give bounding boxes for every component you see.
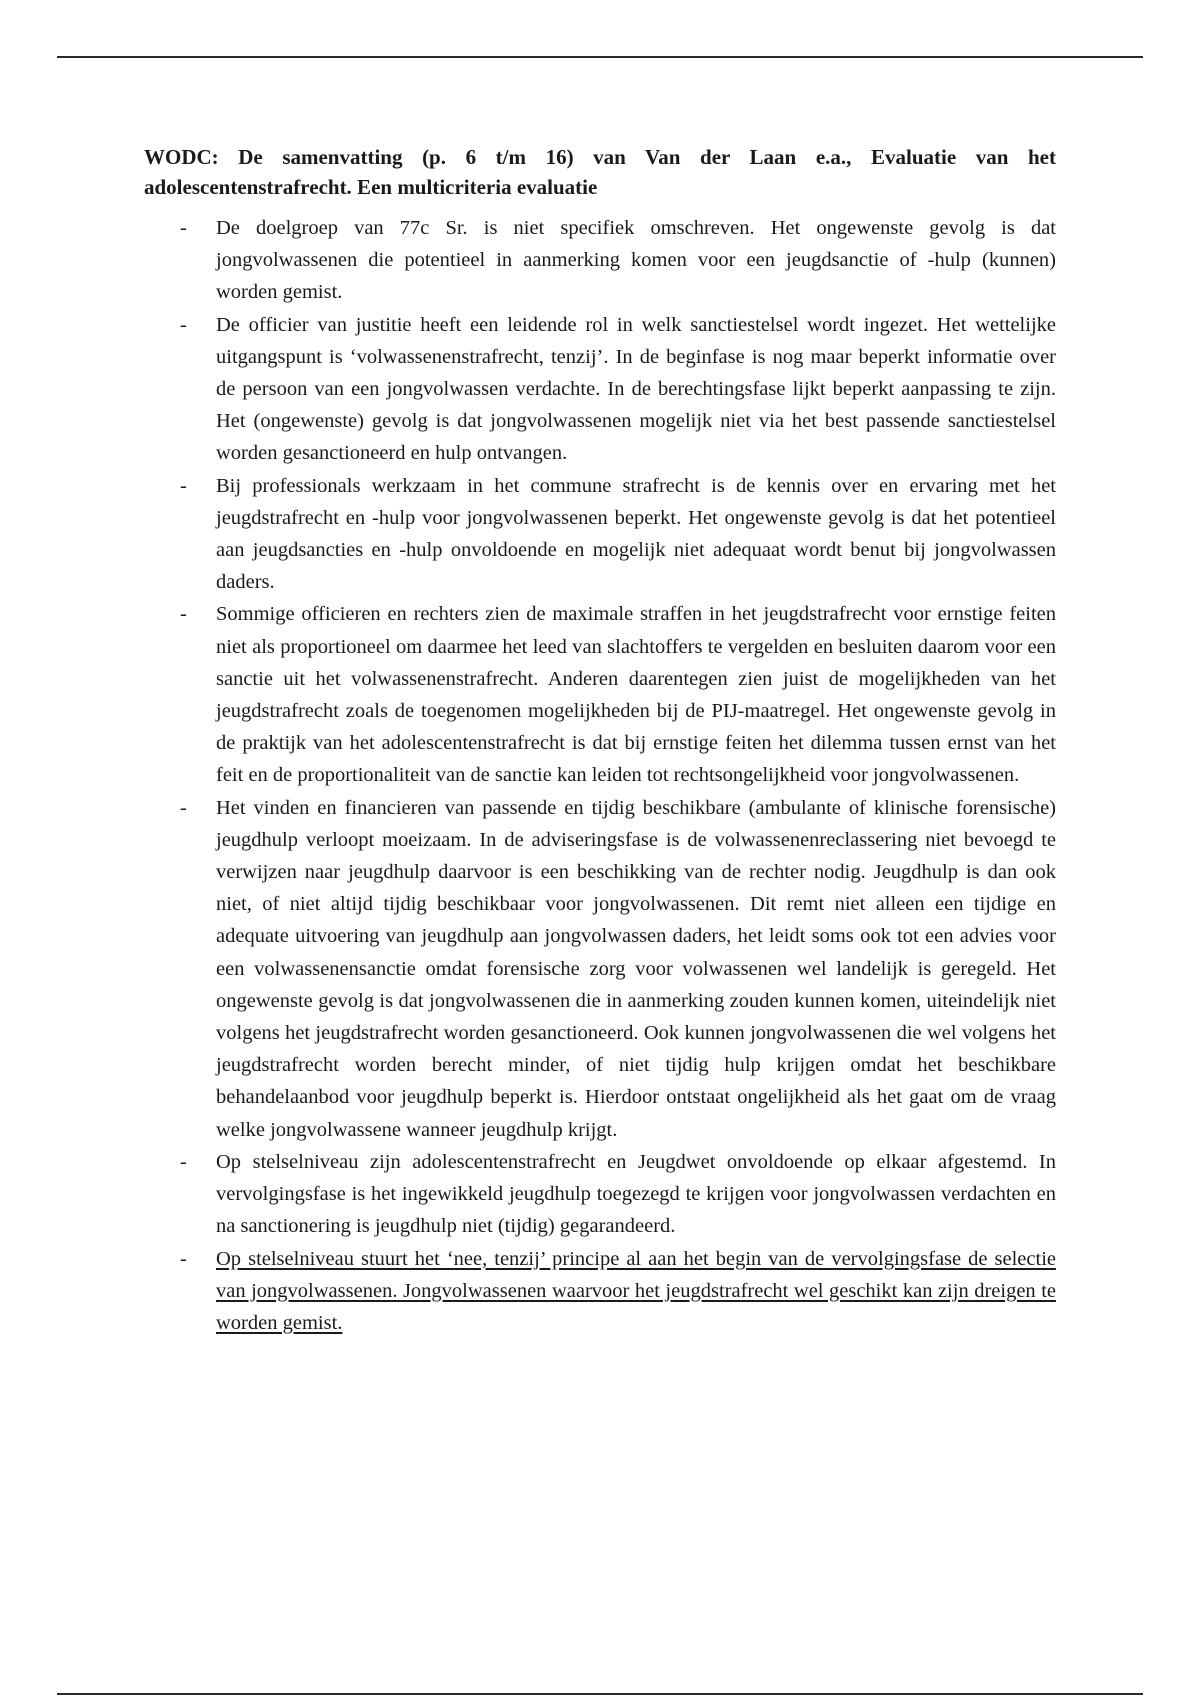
bullet-text: Het vinden en financieren van passende en tijdig beschikbare (ambulante of klinische forensische) jeugdhulp verloopt moeizaam. In de adviseringsfase is de volwassenenreclassering niet bevoegd te verwijzen naar jeugdhulp daarvoor is een beschikking van de rechter nodig. Jeugdhulp is dan ook niet, of niet altijd tijdig beschikbaar voor jongvolwassenen. Dit remt niet alleen een tijdige en adequate uitvoering van jeugdhulp aan jongvolwassen daders, het leidt soms ook tot een advies voor een volwassenensanctie omdat forensische zorg voor volwassenen wel landelijk is geregeld. Het ongewenste gevolg is dat jongvolwassenen die in aanmerking zouden kunnen komen, uiteindelijk niet volgens het jeugdstrafrecht worden gesanctioneerd. Ook kunnen jongvolwassenen die wel volgens het jeugdstrafrecht worden berecht minder, of niet tijdig hulp krijgen omdat het beschikbare behandelaanbod voor jeugdhulp beperkt is. Hierdoor ontstaat ongelijkheid als het gaat om de vraag welke jongvolwassene wanneer jeugdhulp krijgt. xyxy=(216,796,1056,1141)
header-rule xyxy=(57,56,1143,58)
list-item xyxy=(144,309,1056,470)
bullet-dash: - xyxy=(180,313,187,336)
bullet-text-underlined: Op stelselniveau stuurt het ‘nee, tenzij’ principe al aan het begin van de vervolgingsfase de selectie van jongvolwassenen. Jongvolwassenen waarvoor het jeugdstrafrecht wel geschikt kan zijn dreigen te worden gemist. xyxy=(216,1247,1056,1334)
bullet-text: Sommige officieren en rechters zien de maximale straffen in het jeugdstrafrecht voor ernstige feiten niet als proportioneel om daarmee het leed van slachtoffers te vergelden en besluiten daarom voor een sanctie uit het volwassenenstrafrecht. Anderen daarentegen zien juist de mogelijkheden van het jeugdstrafrecht zoals de toegenomen mogelijkheden bij de PIJ-maatregel. Het ongewenste gevolg in de praktijk van het adolescentenstrafrecht is dat bij ernstige feiten het dilemma tussen ernst van het feit en de proportionaliteit van de sanctie kan leiden tot rechtsongelijkheid voor jongvolwassenen. xyxy=(216,603,1056,787)
bullet-list xyxy=(144,212,1056,1339)
bullet-text: De doelgroep van 77c Sr. is niet specifiek omschreven. Het ongewenste gevolg is dat jongvolwassenen die potentieel in aanmerking komen voor een jeugdsanctie of -hulp (kunnen) worden gemist. xyxy=(216,217,1056,304)
list-item xyxy=(144,792,1056,1146)
bullet-dash: - xyxy=(180,603,187,626)
list-item xyxy=(144,1243,1056,1340)
list-item xyxy=(144,470,1056,599)
bullet-dash: - xyxy=(180,1150,187,1173)
bullet-dash: - xyxy=(180,217,187,239)
document-title: WODC: De samenvatting (p. 6 t/m 16) van Van der Laan e.a., Evaluatie van het adolescentenstrafrecht. Een multicriteria evaluatie xyxy=(144,145,1056,199)
list-item xyxy=(144,1146,1056,1243)
bullet-dash: - xyxy=(180,1247,187,1270)
bullet-dash: - xyxy=(180,474,187,497)
bullet-text: Op stelselniveau zijn adolescentenstrafrecht en Jeugdwet onvoldoende op elkaar afgestemd. In vervolgingsfase is het ingewikkeld jeugdhulp toegezegd te krijgen voor jongvolwassen verdachten en na sanctionering is jeugdhulp niet (tijdig) gegarandeerd. xyxy=(216,1150,1056,1238)
bullet-text: Bij professionals werkzaam in het commune strafrecht is de kennis over en ervaring met het jeugdstrafrecht en -hulp voor jongvolwassenen beperkt. Het ongewenste gevolg is dat het potentieel aan jeugdsancties en -hulp onvoldoende en mogelijk niet adequaat wordt benut bij jongvolwassen daders. xyxy=(216,474,1056,594)
footer-rule xyxy=(57,1693,1143,1695)
list-item xyxy=(144,598,1056,791)
bullet-text: De officier van justitie heeft een leidende rol in welk sanctiestelsel wordt ingezet. Het wettelijke uitgangspunt is ‘volwassenenstrafrecht, tenzij’. In de beginfase is nog maar beperkt informatie over de persoon van een jongvolwassen verdachte. In de berechtingsfase lijkt beperkt aanpassing te zijn. Het (ongewenste) gevolg is dat jongvolwassenen mogelijk niet via het best passende sanctiestelsel worden gesanctioneerd en hulp ontvangen. xyxy=(216,313,1056,465)
document-body xyxy=(144,142,1056,1339)
bullet-dash: - xyxy=(180,796,187,819)
list-item xyxy=(144,212,1056,309)
